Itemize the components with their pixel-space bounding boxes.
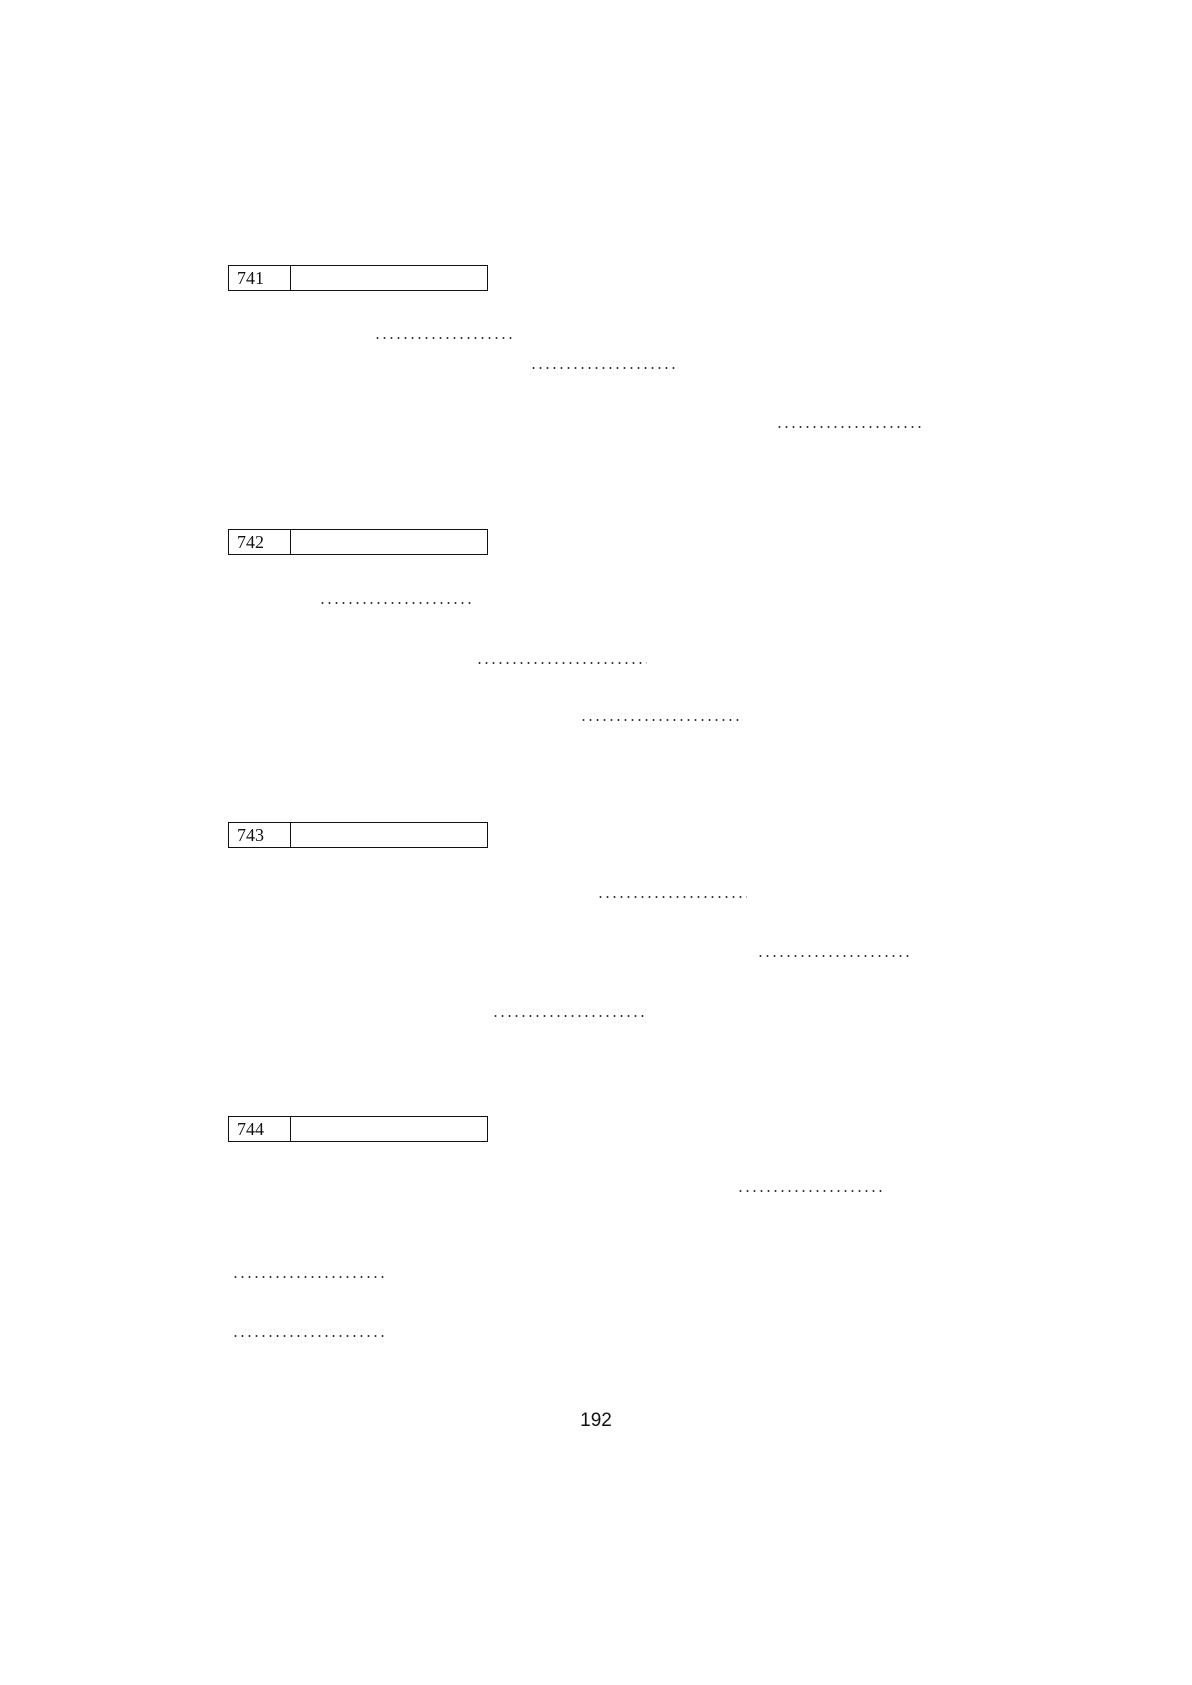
answer-blank[interactable] xyxy=(757,954,913,958)
question-743-box xyxy=(228,822,488,848)
answer-blank[interactable] xyxy=(492,1014,647,1018)
answer-blank[interactable] xyxy=(580,718,741,722)
question-744-box xyxy=(228,1116,488,1142)
question-742-box xyxy=(228,529,488,555)
answer-field[interactable] xyxy=(291,823,487,847)
answer-blank[interactable] xyxy=(737,1189,883,1193)
answer-blank[interactable] xyxy=(319,601,475,605)
answer-blank[interactable] xyxy=(476,661,647,665)
page-number: 192 xyxy=(580,1410,612,1431)
question-number: 743 xyxy=(229,823,291,847)
answer-blank[interactable] xyxy=(530,366,676,370)
question-number: 742 xyxy=(229,530,291,554)
answer-field[interactable] xyxy=(291,530,487,554)
question-number: 744 xyxy=(229,1117,291,1141)
answer-blank[interactable] xyxy=(374,336,516,340)
answer-field[interactable] xyxy=(291,1117,487,1141)
question-number: 741 xyxy=(229,266,291,290)
answer-field[interactable] xyxy=(291,266,487,290)
answer-blank[interactable] xyxy=(232,1334,387,1338)
answer-blank[interactable] xyxy=(776,425,922,429)
answer-blank[interactable] xyxy=(232,1275,384,1279)
question-741-box xyxy=(228,265,488,291)
answer-blank[interactable] xyxy=(597,895,747,899)
